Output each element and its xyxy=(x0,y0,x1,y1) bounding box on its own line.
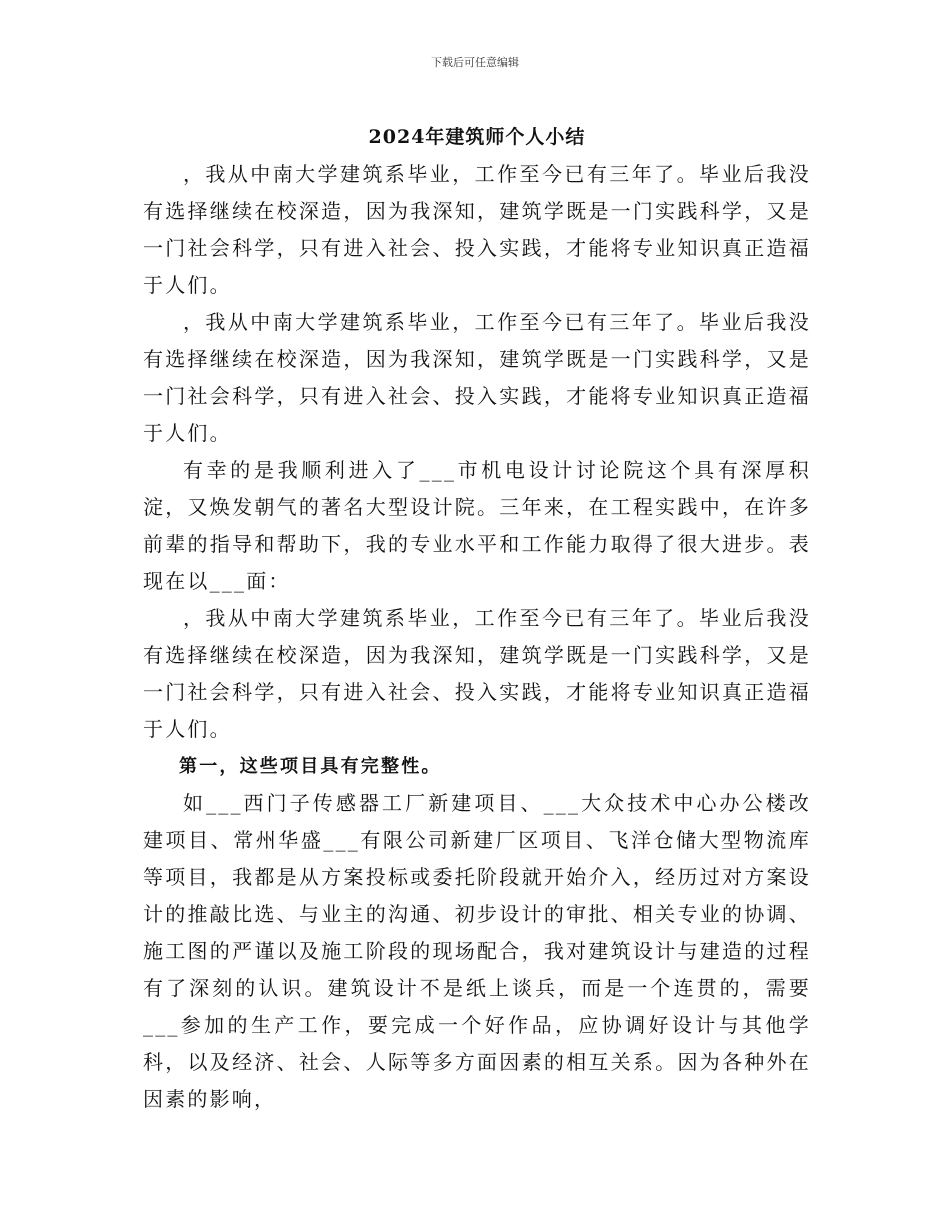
document-body xyxy=(143,122,811,1118)
paragraph-4: ，我从中南大学建筑系毕业，工作至今已有三年了。毕业后我没有选择继续在校深造，因为我深知，建筑学既是一门实践科学，又是一门社会科学，只有进入社会、投入实践，才能将专业知识真正造福于人们。 xyxy=(143,606,811,741)
paragraph-5: 如___西门子传感器工厂新建项目、___大众技术中心办公楼改建项目、常州华盛___有限公司新建厂区项目、飞洋仓储大型物流库等项目，我都是从方案投标或委托阶段就开始介入，经历过对方案设计的推敲比选、与业主的沟通、初步设计的审批、相关专业的协调、施工图的严谨以及施工阶段的现场配合，我对建筑设计与建造的过程有了深刻的认识。建筑设计不是纸上谈兵，而是一个连贯的，需要___参加的生产工作，要完成一个好作品，应协调好设计与其他学科，以及经济、社会、人际等多方面因素的相互关系。因为各种外在因素的影响， xyxy=(143,791,811,1111)
paragraph-3: 有幸的是我顺利进入了___市机电设计讨论院这个具有深厚积淀，又焕发朝气的著名大型设计院。三年来，在工程实践中，在许多前辈的指导和帮助下，我的专业水平和工作能力取得了很大进步。表现在以___面： xyxy=(143,458,811,593)
paragraph-2: ，我从中南大学建筑系毕业，工作至今已有三年了。毕业后我没有选择继续在校深造，因为我深知，建筑学既是一门实践科学，又是一门社会科学，只有进入社会、投入实践，才能将专业知识真正造福于人们。 xyxy=(143,310,811,445)
section-heading: 第一，这些项目具有完整性。 xyxy=(179,756,442,777)
page-header: 下载后可任意编辑 xyxy=(431,56,519,69)
document-title: 2024年建筑师个人小结 xyxy=(368,126,586,148)
paragraph-1: ，我从中南大学建筑系毕业，工作至今已有三年了。毕业后我没有选择继续在校深造，因为我深知，建筑学既是一门实践科学，又是一门社会科学，只有进入社会、投入实践，才能将专业知识真正造福于人们。 xyxy=(143,162,811,297)
